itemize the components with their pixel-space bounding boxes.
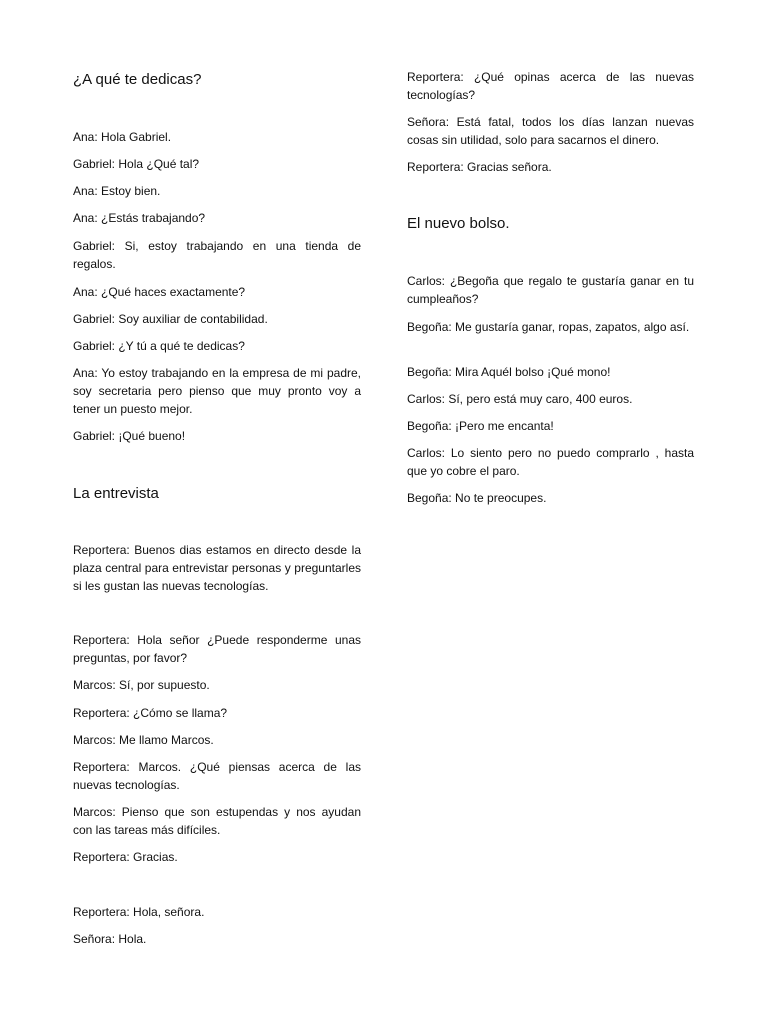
dialogue-line: Marcos: Pienso que son estupendas y nos ayudan con las tareas más difíciles.: [73, 805, 361, 837]
dialogue-line: Marcos: Me llamo Marcos.: [73, 733, 214, 747]
dialogue-line: Ana: ¿Estás trabajando?: [73, 211, 206, 225]
dialogue-line: Gabriel: ¡Qué bueno!: [73, 429, 186, 443]
dialogue-line: Reportera: ¿Qué opinas acerca de las nuevas tecnologías?: [407, 70, 694, 102]
dialogue-line: Begoña: ¡Pero me encanta!: [407, 419, 554, 433]
dialogue-line: Carlos: Lo siento pero no puedo comprarlo , hasta que yo cobre el paro.: [407, 446, 694, 478]
dialogue-line: Gabriel: ¿Y tú a qué te dedicas?: [73, 339, 245, 353]
dialogue-line: Ana: Yo estoy trabajando en la empresa de mi padre, soy secretaria pero pienso que muy pronto voy a tener un puesto mejor.: [73, 366, 361, 416]
dialogue-line: Carlos: ¿Begoña que regalo te gustaría ganar en tu cumpleaños?: [407, 274, 694, 306]
dialogue-line: Begoña: No te preocupes.: [407, 491, 547, 505]
heading-a-que-te-dedicas: ¿A qué te dedicas?: [73, 71, 202, 88]
dialogue-line: Begoña: Mira Aquél bolso ¡Qué mono!: [407, 365, 611, 379]
dialogue-line: Reportera: Marcos. ¿Qué piensas acerca de las nuevas tecnologías.: [73, 760, 361, 792]
dialogue-line: Reportera: Hola señor ¿Puede responderme unas preguntas, por favor?: [73, 633, 361, 665]
heading-la-entrevista: La entrevista: [73, 485, 159, 502]
dialogue-line: Señora: Hola.: [73, 932, 147, 946]
dialogue-line: Reportera: Buenos dias estamos en directo desde la plaza central para entrevistar personas y preguntarles si les gustan las nuevas tecnologías.: [73, 543, 361, 593]
dialogue-line: Carlos: Sí, pero está muy caro, 400 euros.: [407, 392, 633, 406]
heading-el-nuevo-bolso: El nuevo bolso.: [407, 215, 510, 232]
dialogue-line: Señora: Está fatal, todos los días lanzan nuevas cosas sin utilidad, solo para sacarnos el dinero.: [407, 115, 694, 147]
dialogue-line: Reportera: ¿Cómo se llama?: [73, 706, 228, 720]
dialogue-line: Marcos: Sí, por supuesto.: [73, 678, 210, 692]
dialogue-line: Gabriel: Soy auxiliar de contabilidad.: [73, 312, 268, 326]
dialogue-line: Ana: Estoy bien.: [73, 184, 161, 198]
dialogue-line: Ana: Hola Gabriel.: [73, 130, 172, 144]
dialogue-line: Reportera: Gracias.: [73, 850, 178, 864]
dialogue-line: Begoña: Me gustaría ganar, ropas, zapatos, algo así.: [407, 320, 690, 334]
dialogue-line: Ana: ¿Qué haces exactamente?: [73, 285, 246, 299]
dialogue-line: Gabriel: Si, estoy trabajando en una tienda de regalos.: [73, 239, 361, 271]
dialogue-line: Gabriel: Hola ¿Qué tal?: [73, 157, 200, 171]
dialogue-line: Reportera: Gracias señora.: [407, 160, 552, 174]
dialogue-line: Reportera: Hola, señora.: [73, 905, 205, 919]
